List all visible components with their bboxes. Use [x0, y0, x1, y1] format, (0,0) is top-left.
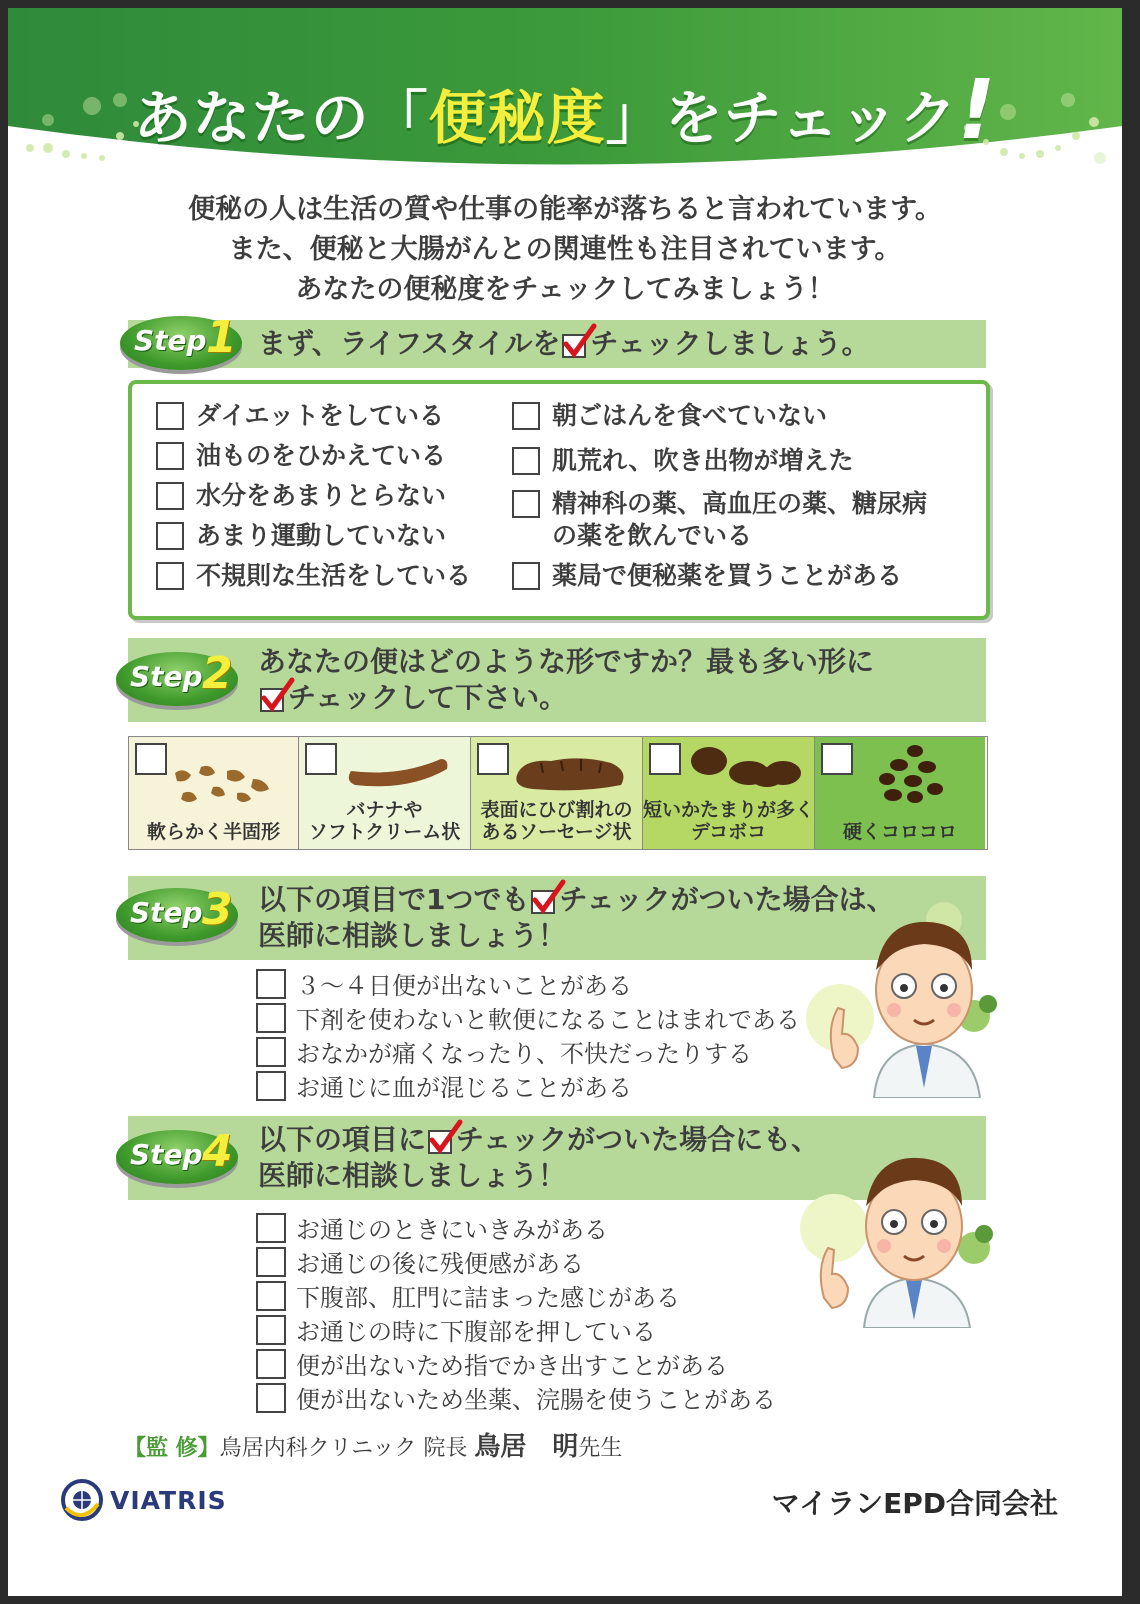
lifestyle-item[interactable]: 肌荒れ、吹き出物が増えた [512, 445, 854, 477]
checkbox[interactable] [256, 1037, 286, 1067]
viatris-logo: VIATRIS [60, 1478, 227, 1522]
warning-item[interactable]: 便が出ないため指でかき出すことがある [256, 1346, 728, 1381]
checkbox[interactable] [256, 1213, 286, 1243]
checkbox[interactable] [256, 1003, 286, 1033]
checkbox[interactable] [156, 442, 184, 470]
warning-item[interactable]: お通じに血が混じることがある [256, 1068, 632, 1103]
lifestyle-item[interactable]: 精神科の薬、高血圧の薬、糖尿病の薬を飲んでいる [512, 488, 932, 552]
stool-type-selector [128, 736, 988, 850]
stool-type-option[interactable]: 短いかたまりが多く デコボコ [643, 737, 815, 849]
checkbox[interactable] [512, 562, 540, 590]
step2-heading: あなたの便はどのような形ですか？最も多い形に チェックして下さい。 [258, 645, 875, 714]
lifestyle-item[interactable]: 水分をあまりとらない [156, 480, 446, 512]
step3-heading: 以下の項目で1つでも チェックがついた場合は、 医師に相談しましょう！ [258, 883, 895, 952]
title-highlight: 便秘度 [428, 84, 606, 152]
checkbox[interactable] [256, 1071, 286, 1101]
checkbox[interactable] [156, 482, 184, 510]
checkbox[interactable] [256, 1281, 286, 1311]
step1-badge: Step 1 [120, 316, 242, 370]
warning-item[interactable]: お通じのときにいきみがある [256, 1210, 608, 1245]
checkbox[interactable] [512, 402, 540, 430]
lifestyle-item[interactable]: 不規則な生活をしている [156, 560, 471, 592]
warning-item[interactable]: 下腹部、肛門に詰まった感じがある [256, 1278, 680, 1313]
lifestyle-item[interactable]: 油ものをひかえている [156, 440, 446, 472]
stool-type-option[interactable]: バナナや ソフトクリーム状 [299, 737, 471, 849]
check-mark-icon [258, 684, 288, 714]
globe-logo-icon [60, 1478, 104, 1522]
checkbox[interactable] [512, 490, 540, 518]
flyer-page [8, 8, 1122, 1596]
step3-badge: Step 3 [116, 888, 238, 942]
warning-item[interactable]: お通じの後に残便感がある [256, 1244, 584, 1279]
checkbox[interactable] [156, 562, 184, 590]
checkbox[interactable] [256, 1383, 286, 1413]
step4-badge: Step 4 [116, 1130, 238, 1184]
checkbox[interactable] [256, 1247, 286, 1277]
stool-type-option[interactable]: 表面にひび割れの あるソーセージ状 [471, 737, 643, 849]
lifestyle-item[interactable]: ダイエットをしている [156, 400, 444, 432]
warning-item[interactable]: 下剤を使わないと軟便になることはまれである [256, 1000, 800, 1035]
lifestyle-item[interactable]: 薬局で便秘薬を買うことがある [512, 560, 902, 592]
step4-heading: 以下の項目に チェックがついた場合にも、 医師に相談しましょう！ [258, 1123, 820, 1192]
doctor-illustration [794, 1148, 1014, 1328]
check-mark-icon [529, 886, 559, 916]
supervisor-credit: 【監 修】鳥居内科クリニック 院長 鳥居 明先生 [124, 1432, 623, 1462]
checkbox[interactable] [256, 1349, 286, 1379]
check-mark-icon [560, 330, 590, 360]
lifestyle-item[interactable]: 朝ごはんを食べていない [512, 400, 827, 432]
checkbox[interactable] [512, 447, 540, 475]
warning-item[interactable]: ３～４日便が出ないことがある [256, 966, 632, 1001]
warning-item[interactable]: おなかが痛くなったり、不快だったりする [256, 1034, 752, 1069]
warning-item[interactable]: 便が出ないため坐薬、浣腸を使うことがある [256, 1380, 776, 1415]
warning-item[interactable]: お通じの時に下腹部を押している [256, 1312, 656, 1347]
stool-type-option[interactable]: 硬くコロコロ [815, 737, 985, 849]
step2-badge: Step 2 [116, 652, 238, 706]
header-banner [8, 8, 1122, 183]
intro-text: 便秘の人は生活の質や仕事の能率が落ちると言われています。 また、便秘と大腸がんとの関連性も注目されています。 あなたの便秘度をチェックしてみましょう！ [188, 194, 942, 305]
checkbox[interactable] [256, 969, 286, 999]
checkbox[interactable] [156, 522, 184, 550]
step1-heading: まず、ライフスタイルを チェックしましょう。 [258, 327, 870, 360]
company-name: マイランEPD合同会社 [771, 1487, 1058, 1520]
checkbox[interactable] [256, 1315, 286, 1345]
stool-type-option[interactable]: 軟らかく半固形 [129, 737, 299, 849]
page-title: あなたの「便秘度」をチェック! [133, 63, 997, 158]
doctor-illustration [804, 898, 1024, 1098]
checkbox[interactable] [156, 402, 184, 430]
check-mark-icon [426, 1126, 456, 1156]
lifestyle-item[interactable]: あまり運動していない [156, 520, 446, 552]
